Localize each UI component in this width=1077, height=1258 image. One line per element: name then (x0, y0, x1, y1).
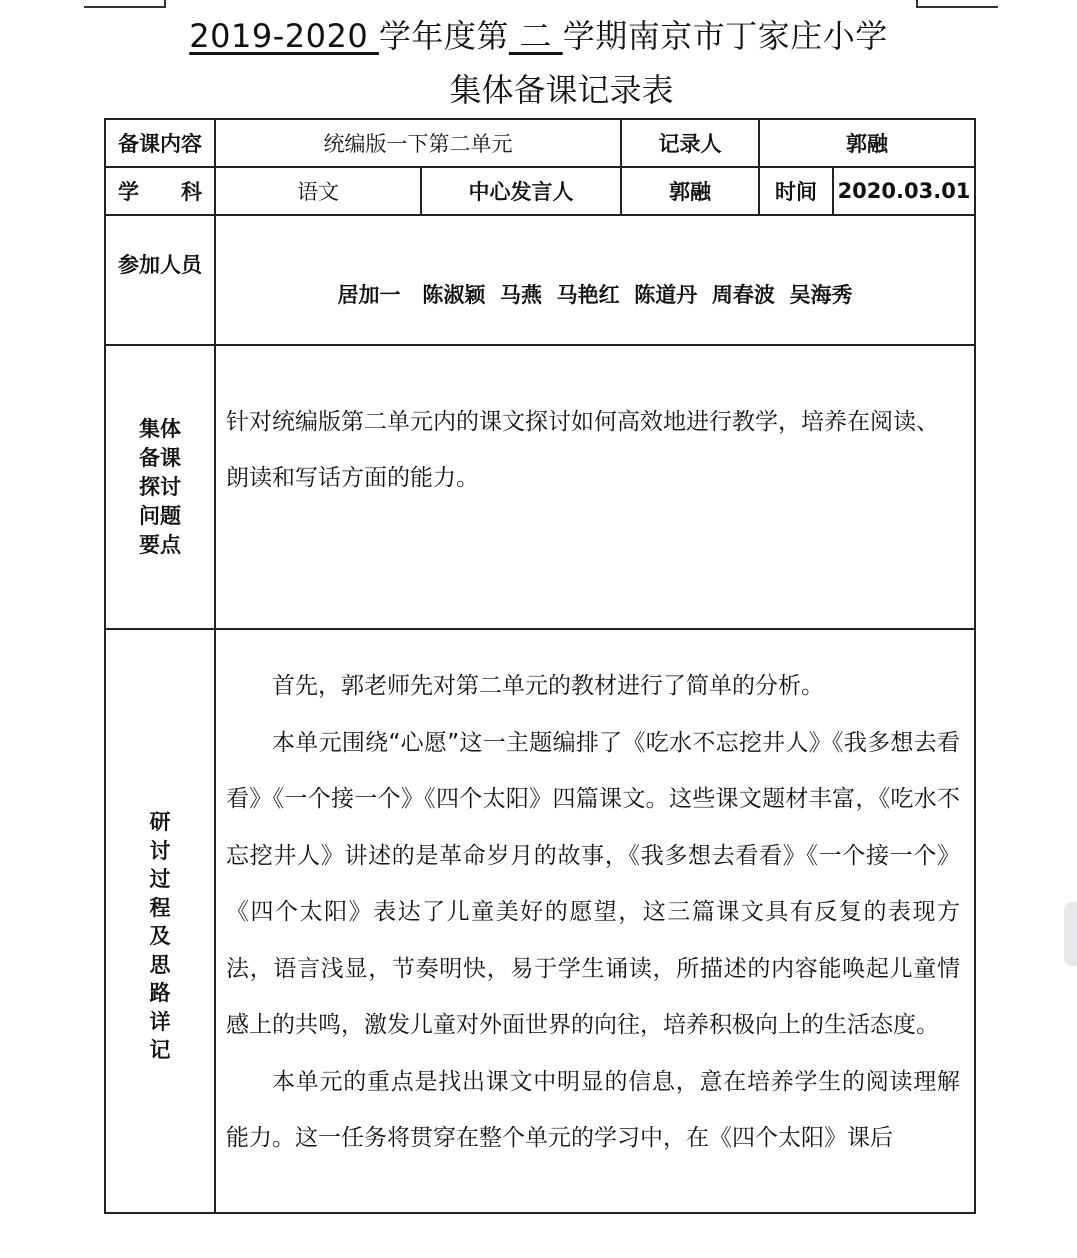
process-label-char: 程 (149, 895, 171, 920)
subject-value: 语文 (215, 167, 421, 215)
process-label-char: 过 (149, 867, 171, 891)
topic-label-cell (105, 345, 215, 629)
recorder-value: 郭融 (759, 119, 975, 167)
process-paragraph: 本单元的重点是找出课文中明显的信息，意在培养学生的阅读理解能力。这一任务将贯穿在整个单元的学习中，在《四个太阳》课后 (226, 1068, 960, 1151)
form-row-subject (105, 167, 975, 215)
form-row-participants (105, 215, 975, 345)
content-value: 统编版一下第二单元 (215, 119, 621, 167)
title-mid: 学年度第 (378, 17, 509, 55)
time-value: 2020.03.01 (833, 167, 975, 215)
subject-label: 学 科 (105, 167, 215, 215)
participants-label: 参加人员 (118, 253, 202, 277)
form-row-content (105, 119, 975, 167)
topic-text-cell (215, 345, 975, 629)
side-scroll-handle[interactable] (1064, 902, 1077, 966)
process-label-cell (105, 629, 215, 1213)
process-label-char: 思 (149, 952, 171, 977)
crop-mark-right (916, 0, 998, 8)
process-label-char: 研 (149, 810, 171, 834)
process-paragraph: 本单元围绕“心愿”这一主题编排了《吃水不忘挖井人》《我多想去看看》《一个接一个》《四个太阳》四篇课文。这些课文题材丰富，《吃水不忘挖井人》讲述的是革命岁月的故事，《我多想去看看》《一个接一个》《四个太阳》表达了儿童美好的愿望，这三篇课文具有反复的表现方法，语言浅显，节奏明快，易于学生诵读，所描述的内容能唤起儿童情感上的共鸣，激发儿童对外面世界的向往，培养积极向上的生活态度。 (226, 729, 960, 1038)
process-label-char: 路 (149, 981, 171, 1005)
form-row-topic (105, 345, 975, 629)
content-label: 备课内容 (105, 119, 215, 167)
process-label (106, 630, 214, 1065)
topic-label-line: 集体 (139, 416, 181, 441)
record-form-table (104, 118, 976, 1214)
process-label-char: 详 (149, 1009, 171, 1034)
participants-label-cell (105, 215, 215, 345)
title-year: 2019-2020 (189, 17, 379, 55)
process-text-cell (215, 629, 975, 1213)
participants-value: 居加一 陈淑颖 马燕 马艳红 陈道丹 周春波 吴海秀 (337, 283, 853, 307)
topic-text: 针对统编版第二单元内的课文探讨如何高效地进行教学，培养在阅读、朗读和写话方面的能力。 (226, 409, 939, 491)
topic-label-line: 备课 (139, 445, 181, 470)
topic-label-line: 要点 (139, 532, 181, 557)
recorder-label: 记录人 (621, 119, 759, 167)
speaker-value: 郭融 (621, 167, 759, 215)
process-label-char: 及 (149, 924, 171, 948)
document-subtitle: 集体备课记录表 (449, 71, 674, 109)
process-text (216, 630, 974, 1167)
participants-value-cell (215, 215, 975, 345)
title-term: 二 (508, 17, 563, 55)
speaker-label: 中心发言人 (421, 167, 621, 215)
topic-label-line: 问题 (139, 503, 181, 528)
document-title (0, 14, 1077, 58)
process-label-char: 讨 (149, 838, 171, 863)
crop-mark-left (84, 0, 166, 8)
title-end: 学期南京市丁家庄小学 (562, 17, 888, 55)
time-label: 时间 (759, 167, 833, 215)
topic-label-line: 探讨 (139, 474, 181, 499)
topic-label (106, 415, 214, 560)
process-label-char: 记 (149, 1038, 171, 1062)
form-row-process (105, 629, 975, 1213)
process-paragraph: 首先，郭老师先对第二单元的教材进行了简单的分析。 (272, 673, 824, 699)
